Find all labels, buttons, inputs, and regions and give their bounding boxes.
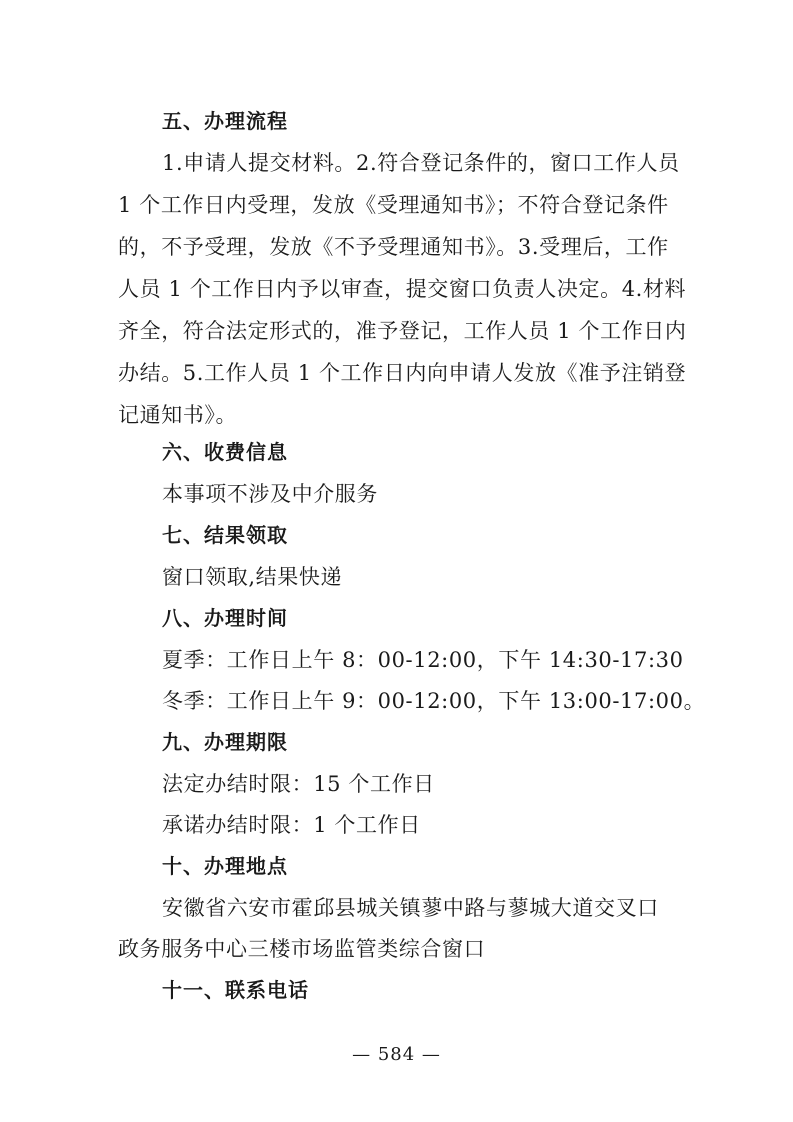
section-heading-location: 十、办理地点 <box>162 854 288 878</box>
section-heading-fees: 六、收费信息 <box>162 440 288 464</box>
process-line: 1.申请人提交材料。2.符合登记条件的，窗口工作人员 <box>162 151 680 175</box>
section-heading-process: 五、办理流程 <box>162 109 288 133</box>
location-line: 安徽省六安市霍邱县城关镇蓼中路与蓼城大道交叉口 <box>162 896 659 920</box>
promised-time-limit: 承诺办结时限：1 个工作日 <box>162 813 421 837</box>
hours-summer: 夏季：工作日上午 8：00-12:00，下午 14:30-17:30 <box>162 648 684 672</box>
hours-winter: 冬季：工作日上午 9：00-12:00，下午 13:00-17:00。 <box>162 689 706 713</box>
process-line: 人员 1 个工作日内予以审查，提交窗口负责人决定。4.材料 <box>118 277 687 301</box>
result-text: 窗口领取,结果快递 <box>162 565 343 589</box>
legal-time-limit: 法定办结时限：15 个工作日 <box>162 772 435 796</box>
section-heading-hours: 八、办理时间 <box>162 606 288 630</box>
process-line: 记通知书》。 <box>118 403 238 427</box>
process-line: 1 个工作日内受理，发放《受理通知书》；不符合登记条件 <box>118 193 669 217</box>
process-line: 的，不予受理，发放《不予受理通知书》。3.受理后，工作 <box>118 235 669 259</box>
page-number: — 584 — <box>352 1044 441 1065</box>
section-heading-result: 七、结果领取 <box>162 523 288 547</box>
process-line: 齐全，符合法定形式的，准予登记，工作人员 1 个工作日内 <box>118 319 687 343</box>
process-line: 办结。5.工作人员 1 个工作日内向申请人发放《准予注销登 <box>118 361 687 385</box>
section-heading-contact: 十一、联系电话 <box>162 978 309 1002</box>
location-line: 政务服务中心三楼市场监管类综合窗口 <box>118 937 486 961</box>
section-heading-time-limit: 九、办理期限 <box>162 730 288 754</box>
fees-text: 本事项不涉及中介服务 <box>162 482 378 506</box>
